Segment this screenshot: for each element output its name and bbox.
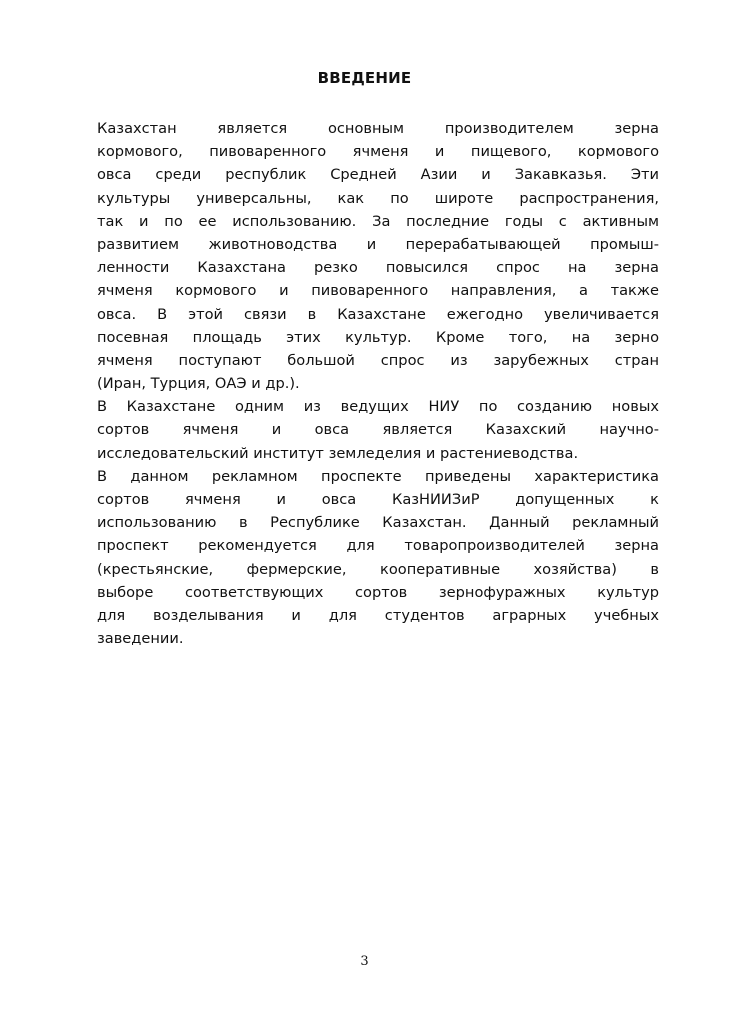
text-line: кормового, пивоваренного ячменя и пищевого, кормового [97, 143, 659, 161]
text-line: сортов ячменя и овса является Казахский научно- [97, 421, 659, 439]
text-line: исследовательский институт земледелия и растениеводства. [97, 444, 579, 462]
page-number: 3 [360, 954, 369, 969]
text-line: ленности Казахстана резко повысился спрос на зерна [97, 259, 659, 277]
text-line: заведении. [97, 630, 184, 648]
text-line: овса. В этой связи в Казахстане ежегодно увеличивается [97, 305, 659, 323]
text-line: В Казахстане одним из ведущих НИУ по созданию новых [97, 398, 659, 416]
text-line: развитием животноводства и перерабатывающей промыш- [97, 235, 659, 253]
text-line: культуры универсальны, как по широте распространения, [97, 189, 659, 207]
text-line: выборе соответствующих сортов зернофуражных культур [97, 583, 659, 601]
page-title: ВВЕДЕНИЕ [317, 69, 412, 87]
text-line: В данном рекламном проспекте приведены характеристика [97, 467, 659, 485]
text-line: сортов ячменя и овса КазНИИЗиР допущенных к [97, 491, 659, 508]
text-line: проспект рекомендуется для товаропроизводителей зерна [97, 537, 659, 555]
text-line: для возделывания и для студентов аграрных учебных [97, 606, 659, 624]
body-text [97, 117, 659, 650]
text-line: (крестьянские, фермерские, кооперативные хозяйства) в [97, 560, 659, 578]
text-line: ячменя кормового и пивоваренного направления, а также [97, 282, 659, 300]
text-line: овса среди республик Средней Азии и Закавказья. Эти [97, 166, 659, 184]
text-line: (Иран, Турция, ОАЭ и др.). [97, 375, 300, 393]
text-line: посевная площадь этих культур. Кроме того, на зерно [97, 328, 659, 346]
text-line: так и по ее использованию. За последние годы с активным [97, 212, 659, 230]
text-line: использованию в Республике Казахстан. Данный рекламный [97, 514, 659, 532]
text-line: Казахстан является основным производителем зерна [97, 120, 659, 137]
text-line: ячменя поступают большой спрос из зарубежных стран [97, 351, 659, 369]
